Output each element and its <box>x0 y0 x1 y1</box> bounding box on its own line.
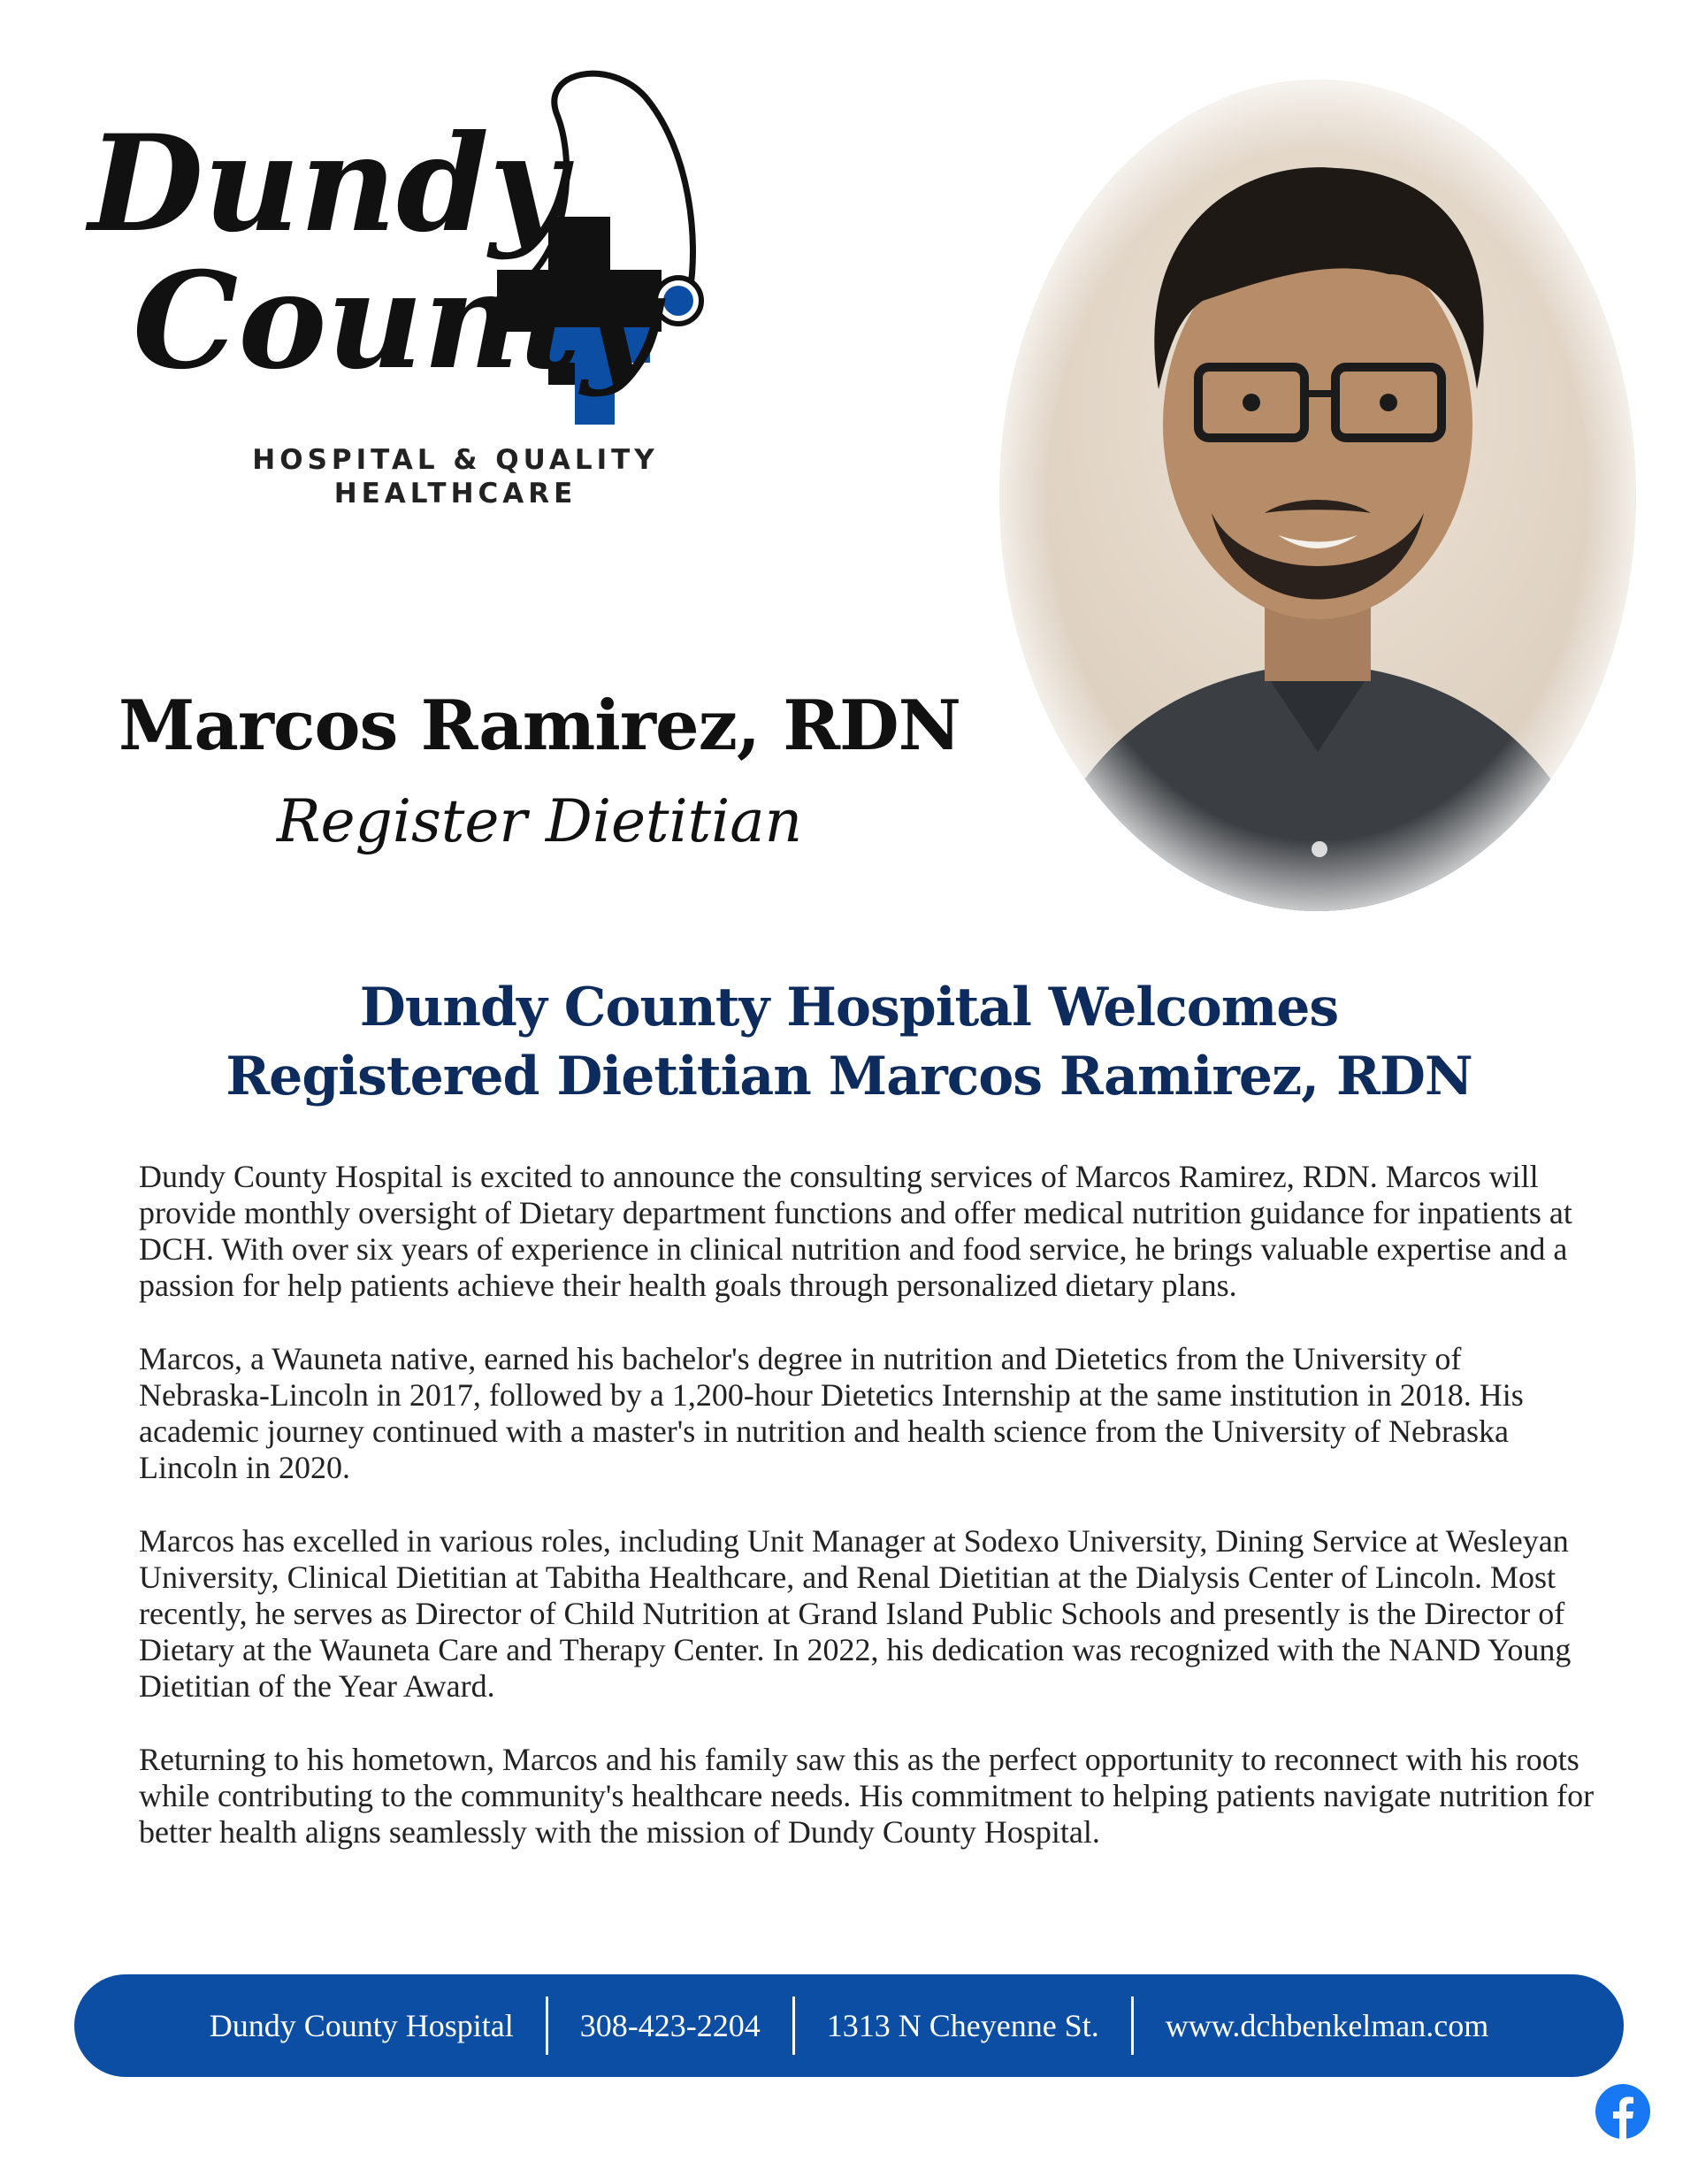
person-title: Register Dietitian <box>276 787 803 855</box>
logo-subtitle-line1: HOSPITAL & QUALITY <box>252 444 659 476</box>
logo-script-county: County <box>133 243 658 399</box>
person-name: Marcos Ramirez, RDN <box>119 686 960 766</box>
paragraph: Marcos, a Wauneta native, earned his bachelor's degree in nutrition and Dietetics from the University of Nebraska-Lincoln in 2017, followed by a 1,200-hour Dietetics Internship at the same institution in 2018. His academic journey continued with a master's in nutrition and health science from the University of Nebraska Lincoln in 2020. <box>139 1341 1524 1485</box>
footer-address: 1313 N Cheyenne St. <box>826 2008 1099 2043</box>
headline-line2: Registered Dietitian Marcos Ramirez, RDN <box>226 1046 1472 1107</box>
portrait-photo <box>973 53 1663 938</box>
contact-footer-bar <box>74 1974 1624 2077</box>
hospital-logo <box>80 62 716 522</box>
headline <box>88 973 1610 1111</box>
logo-graphic <box>80 62 716 469</box>
paragraph: Marcos has excelled in various roles, including Unit Manager at Sodexo University, Dining Service at Wesleyan University, Clinical Dietitian at Tabitha Healthcare, and Renal Dietitian at the Dialysis Center of Lincoln. Most recently, he serves as Director of Child Nutrition at Grand Island Public Schools and presently is the Director of Dietary at the Wauneta Care and Therapy Center. In 2022, his dedication was recognized with the NAND Young Dietitian of the Year Award. <box>139 1523 1572 1704</box>
footer-phone-link[interactable]: 308-423-2204 <box>579 2008 761 2043</box>
facebook-icon[interactable] <box>1595 2084 1650 2139</box>
paragraph: Returning to his hometown, Marcos and his family saw this as the perfect opportunity to reconnect with his roots while contributing to the community's healthcare needs. His commitment to helping patients navigate nutrition for better health aligns seamlessly with the mission of Dundy County Hospital. <box>139 1742 1595 1850</box>
paragraph: Dundy County Hospital is excited to announce the consulting services of Marcos Ramirez, RDN. Marcos will provide monthly oversight of Dietary department functions and offer medical nutrition guidance for inpatients at DCH. With over six years of experience in clinical nutrition and food service, he brings valuable expertise and a passion for help patients achieve their health goals through personalized dietary plans. <box>139 1159 1572 1303</box>
logo-subtitle-line2: HEALTHCARE <box>333 478 577 510</box>
headline-line1: Dundy County Hospital Welcomes <box>359 977 1339 1038</box>
footer-website-link[interactable]: www.dchbenkelman.com <box>1165 2008 1489 2043</box>
footer-hospital-name: Dundy County Hospital <box>209 2008 514 2043</box>
article-body <box>139 1159 1598 1888</box>
logo-script-dundy: Dundy <box>88 106 567 262</box>
